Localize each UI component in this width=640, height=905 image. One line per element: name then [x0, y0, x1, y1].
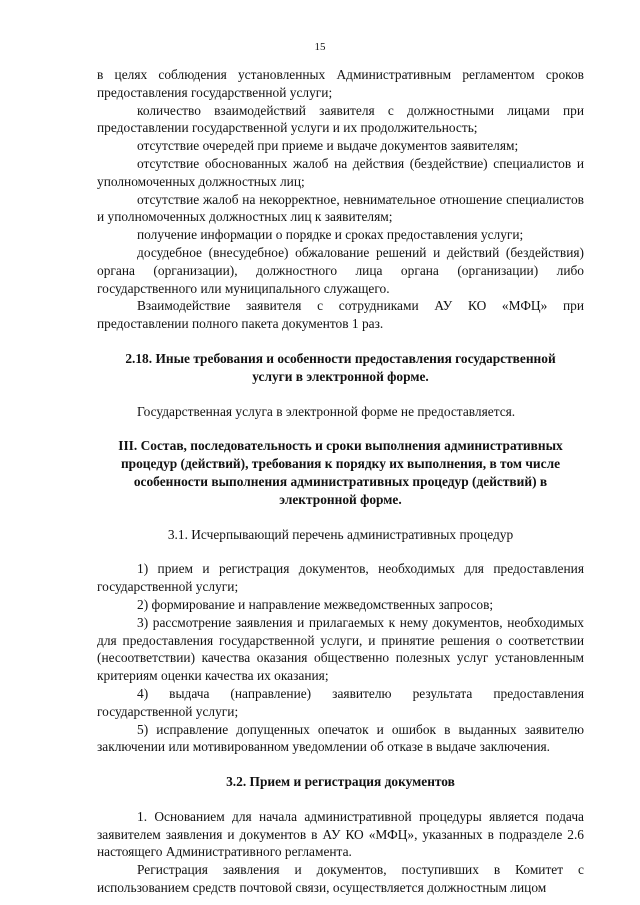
paragraph: получение информации о порядке и сроках предоставления услуги;: [137, 227, 524, 243]
procedure-item: 4) выдача (направление) заявителю результата предоставления государственной услуги;: [97, 685, 584, 719]
section-heading-3-2: 3.2. Прием и регистрация документов: [226, 774, 455, 790]
paragraph: отсутствие обоснованных жалоб на действия (бездействие) специалистов и уполномоченных должностных лиц;: [97, 155, 584, 189]
section-heading-2-18: 2.18. Иные требования и особенности предоставления государственной услуги в электронной форме.: [125, 350, 556, 384]
paragraph: 1. Основанием для начала административной процедуры является подача заявителем заявления и документов в АУ КО «МФЦ», указанных в подразделе 2.6 настоящего Административного регламента.: [97, 808, 584, 860]
subheading-3-1: 3.1. Исчерпывающий перечень административных процедур: [167, 526, 514, 542]
paragraph: количество взаимодействий заявителя с должностными лицами при предоставлении государственной услуги и их продолжительность;: [97, 102, 584, 136]
procedure-item: 5) исправление допущенных опечаток и ошибок в выданных заявителю заключении или мотивированном уведомлении об отказе в выдаче заключения.: [97, 721, 584, 755]
procedure-item: 3) рассмотрение заявления и прилагаемых к нему документов, необходимых для предоставления государственной услуги, и принятие решения о соответствии (несоответствии) качества оказания общественно полезных услуг установленным критериям оценки качества их оказания;: [97, 614, 584, 684]
paragraph: Регистрация заявления и документов, поступивших в Комитет с использованием средств почтовой связи, осуществляется должностным лицом: [97, 862, 584, 896]
procedure-item: 1) прием и регистрация документов, необходимых для предоставления государственной услуги;: [97, 561, 584, 595]
paragraph: досудебное (внесудебное) обжалование решений и действий (бездействия) органа (организации), должностного лица органа (организации) либо государственного или муниципального служащего.: [97, 244, 584, 296]
paragraph: отсутствие очередей при приеме и выдаче документов заявителям;: [137, 138, 519, 154]
paragraph: Государственная услуга в электронной форме не предоставляется.: [137, 403, 516, 419]
paragraph: отсутствие жалоб на некорректное, невнимательное отношение специалистов и уполномоченных должностных лиц к заявителям;: [97, 191, 584, 225]
paragraph: в целях соблюдения установленных Административным регламентом сроков предоставления государственной услуги;: [97, 67, 584, 100]
document-body: [97, 66, 584, 897]
paragraph: Взаимодействие заявителя с сотрудниками АУ КО «МФЦ» при предоставлении полного пакета документов 1 раз.: [97, 298, 584, 332]
section-heading-3: III. Состав, последовательность и сроки выполнения административных процедур (действий), требования к порядку их выполнения, в том числе особенности выполнения административных процедур (действий) в электронной форме.: [118, 438, 563, 507]
page-number: 15: [314, 41, 326, 53]
procedure-item: 2) формирование и направление межведомственных запросов;: [137, 596, 494, 612]
